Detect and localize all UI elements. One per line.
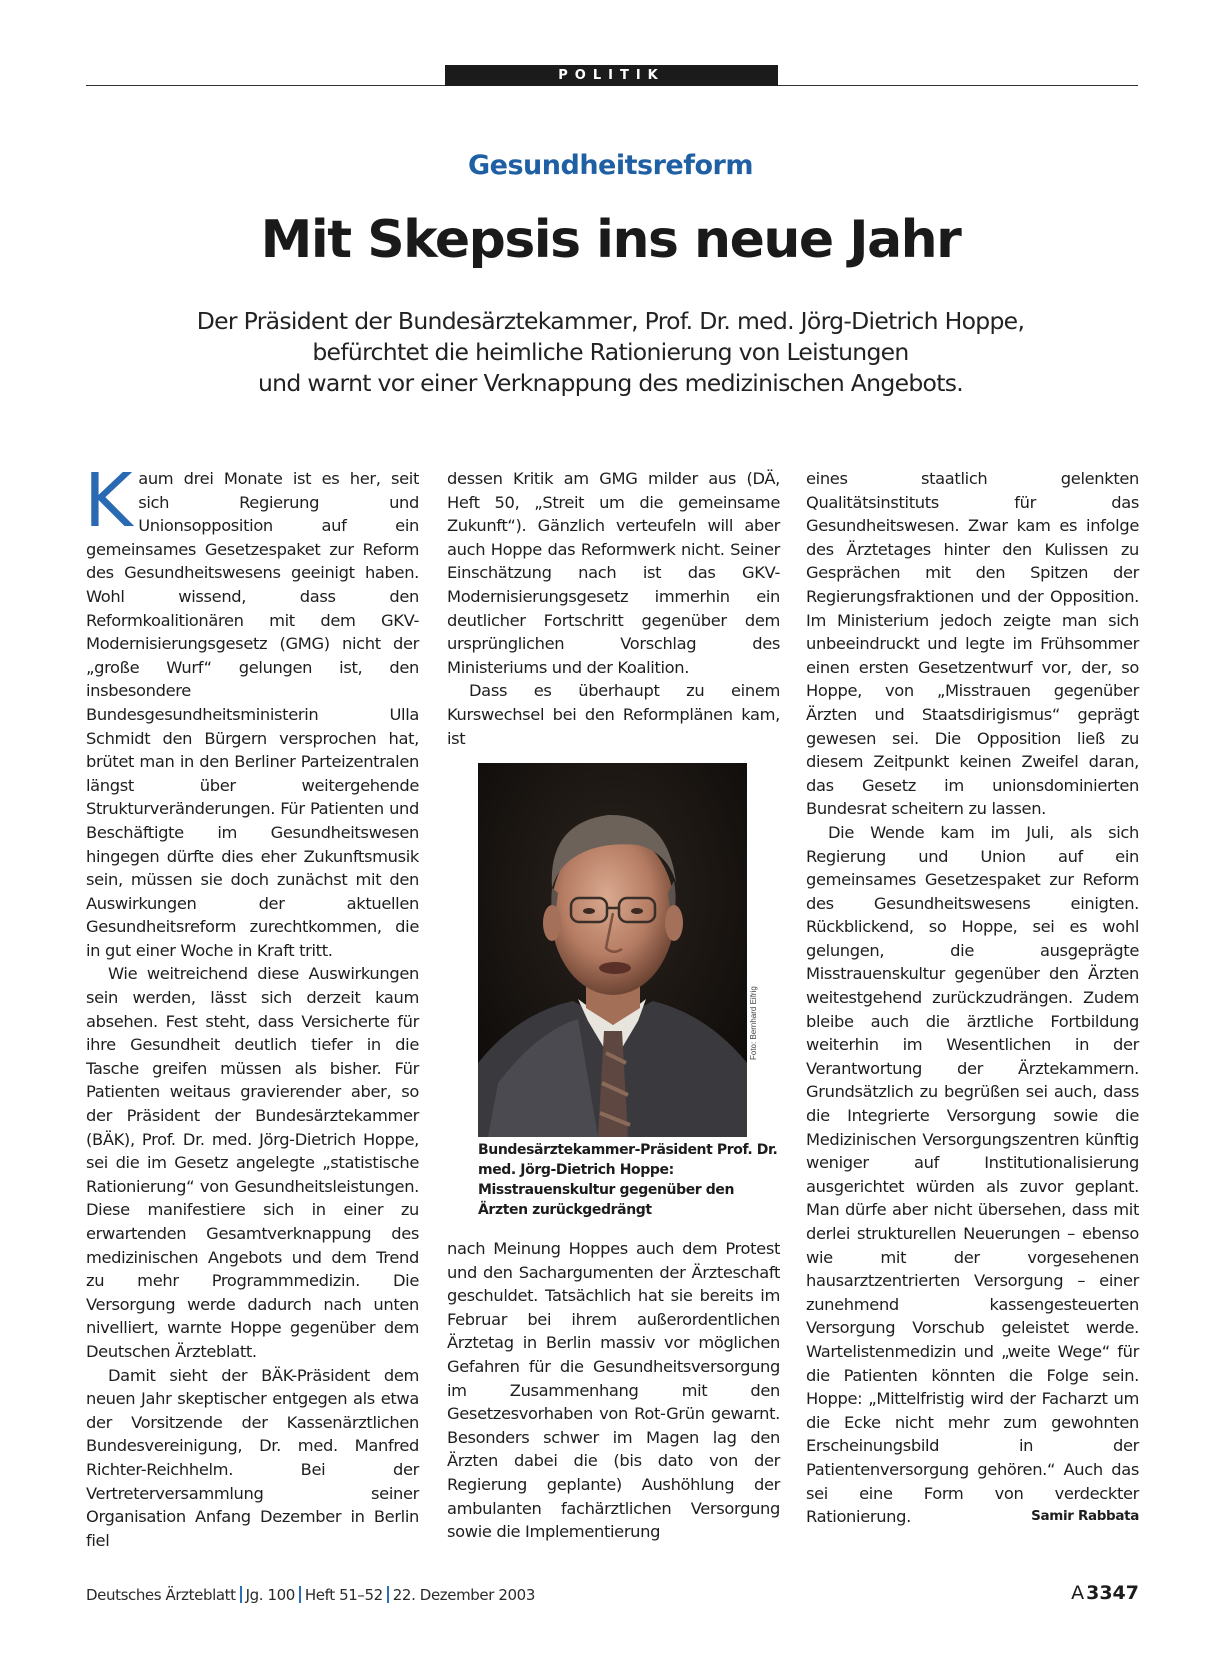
- standfirst-line: Der Präsident der Bundesärztekammer, Prof. Dr. med. Jörg-Dietrich Hoppe,: [196, 307, 1025, 335]
- paragraph-text: aum drei Monate ist es her, seit sich Regierung und Unionsopposition auf ein gemeinsames Gesetzespaket zur Reform des Gesundheitswesens geeinigt haben. Wohl wissend, dass den Reformkoalitionären mit dem GKV-Modernisierungsgesetz (GMG) nicht der „große Wurf“ gelungen ist, den insbesondere Bundesgesundheitsministerin Ulla Schmidt den Bürgern versprochen hat, brütet man in den Berliner Parteizentralen längst über weitergehende Strukturveränderungen. Für Patienten und Beschäftigte im Gesundheitswesen hingegen dürfte dies eher Zukunftsmusik sein, müssen sie doch zunächst mit den Auswirkungen der aktuellen Gesundheitsreform zurechtkommen, die in gut einer Woche in Kraft tritt.: [86, 469, 419, 960]
- section-label: POLITIK: [445, 65, 778, 86]
- journal-issue: Heft 51–52: [304, 1586, 383, 1604]
- photo-caption: Bundesärztekammer-Präsident Prof. Dr. med. Jörg-Dietrich Hoppe: Misstrauenskultur gegenüber den Ärzten zurückgedrängt: [478, 1142, 778, 1218]
- footer-separator: [240, 1586, 242, 1603]
- body-column-3: [806, 467, 1139, 1529]
- body-paragraph: [806, 821, 1139, 1529]
- article-standfirst: [150, 306, 1071, 399]
- body-paragraph: dessen Kritik am GMG milder aus (DÄ, Heft 50, „Streit um die gemeinsame Zukunft“). Gänzlich verteufeln will aber auch Hoppe das Reformwerk nicht. Seiner Einschätzung nach ist das GKV-Modernisierungsgesetz immerhin ein deutlicher Fortschritt gegenüber dem ursprünglichen Vorschlag des Ministeriums und der Koalition.: [447, 469, 780, 677]
- page-number-value: 3347: [1086, 1582, 1139, 1604]
- footer-separator: [299, 1586, 301, 1603]
- issue-date: 22. Dezember 2003: [392, 1586, 535, 1604]
- article-headline: Mit Skepsis ins neue Jahr: [260, 210, 961, 270]
- body-paragraph: nach Meinung Hoppes auch dem Protest und den Sachargumenten der Ärzteschaft geschuldet. Tatsächlich hat sie bereits im Februar bei ihrem außerordentlichen Ärztetag in Berlin massiv vor möglichen Gefahren für die Gesundheitsversorgung im Zusammenhang mit den Gesetzesvorhaben von Rot-Grün gewarnt. Besonders schwer im Magen lag den Ärzten dabei die (bis dato von der Regierung geplante) Aushöhlung der ambulanten fachärztlichen Versorgung sowie die Implementierung: [447, 1239, 780, 1542]
- portrait-illustration: [478, 763, 747, 1137]
- body-paragraph: Dass es überhaupt zu einem Kurswechsel bei den Reformplänen kam, ist: [447, 681, 780, 748]
- page-number: [1071, 1582, 1139, 1604]
- journal-name: Deutsches Ärzteblatt: [86, 1586, 236, 1604]
- paragraph-text: Die Wende kam im Juli, als sich Regierung und Union auf ein gemeinsames Gesetzespaket zur Reform des Gesundheitswesens einigten. Rückblickend, so Hoppe, sei es wohl gelungen, die ausgeprägte Misstrauenskultur gegenüber den Ärzten weitestgehend zurückzudrängen. Zudem bleibe auch die ärztliche Fortbildung weiterhin im Wesentlichen in der Verantwortung der Ärztekammern. Grundsätzlich zu begrüßen sei auch, dass die Integrierte Versorgung sowie die Medizinischen Versorgungszentren künftig weniger auf Institutionalisierung ausgerichtet würden als zuvor geplant. Man dürfe aber nicht übersehen, dass mit derlei strukturellen Neuerungen – ebenso wie mit der vorgesehenen hausarztzentrierten Versorgung – einer zunehmend kassengesteuerten Versorgung Vorschub geleistet werde. Wartelistenmedizin und „weite Wege“ für die Patienten könnten die Folge sein. Hoppe: „Mittelfristig wird der Facharzt um die Ecke nicht mehr zum gewohnten Erscheinungsbild in der Patientenversorgung gehören.“ Auch das sei eine Form von verdeckter Rationierung.: [806, 822, 1139, 1527]
- drop-cap: K: [84, 458, 133, 544]
- body-column-2-bottom: [447, 1237, 780, 1544]
- portrait-photo: [478, 763, 747, 1137]
- body-paragraph: [84, 458, 419, 962]
- page-footer: [86, 1586, 535, 1604]
- body-column-2-top: [447, 467, 780, 750]
- article-kicker: Gesundheitsreform: [468, 150, 753, 181]
- journal-volume: Jg. 100: [245, 1586, 295, 1604]
- author-byline: Samir Rabbata: [1031, 1508, 1139, 1525]
- page-prefix: A: [1071, 1582, 1085, 1604]
- standfirst-line: befürchtet die heimliche Rationierung von Leistungen: [312, 338, 909, 366]
- body-paragraph: Damit sieht der BÄK-Präsident dem neuen Jahr skeptischer entgegen als etwa der Vorsitzende der Kassenärztlichen Bundesvereinigung, Dr. med. Manfred Richter-Reichhelm. Bei der Vertreterversammlung seiner Organisation Anfang Dezember in Berlin fiel: [86, 1365, 419, 1550]
- photo-credit: Foto: Bernhard Eifrig: [749, 986, 758, 1060]
- body-paragraph: eines staatlich gelenkten Qualitätsinstituts für das Gesundheitswesen. Zwar kam es infolge des Ärztetages hinter den Kulissen zu Gesprächen mit den Spitzen der Regierungsfraktionen und der Opposition. Im Ministerium jedoch zeigte man sich unbeeindruckt und legte im Frühsommer einen ersten Gesetzentwurf vor, der, so Hoppe, von „Misstrauen gegenüber Ärzten und Staatsdirigismus“ geprägt gewesen sei. Die Opposition ließ zu diesem Zeitpunkt keinen Zweifel daran, das Gesetz im unionsdominierten Bundesrat scheitern zu lassen.: [806, 469, 1139, 819]
- footer-separator: [387, 1586, 389, 1603]
- standfirst-line: und warnt vor einer Verknappung des medizinischen Angebots.: [257, 369, 964, 397]
- body-column-1: [84, 458, 419, 1552]
- body-paragraph: Wie weitreichend diese Auswirkungen sein werden, lässt sich derzeit kaum absehen. Fest steht, dass Versicherte für ihre Gesundheit deutlich tiefer in die Tasche greifen müssen als bisher. Für Patienten weitaus gravierender aber, so der Präsident der Bundesärztekammer (BÄK), Prof. Dr. med. Jörg-Dietrich Hoppe, sei die im Gesetz angelegte „statistische Rationierung“ von Gesundheitsleistungen. Diese manifestiere sich in einer zu erwartenden Gesamtverknappung des medizinischen Angebots und dem Trend zu mehr Programmmedizin. Die Versorgung werde dadurch nach unten nivelliert, warnte Hoppe gegenüber dem Deutschen Ärzteblatt.: [86, 964, 419, 1361]
